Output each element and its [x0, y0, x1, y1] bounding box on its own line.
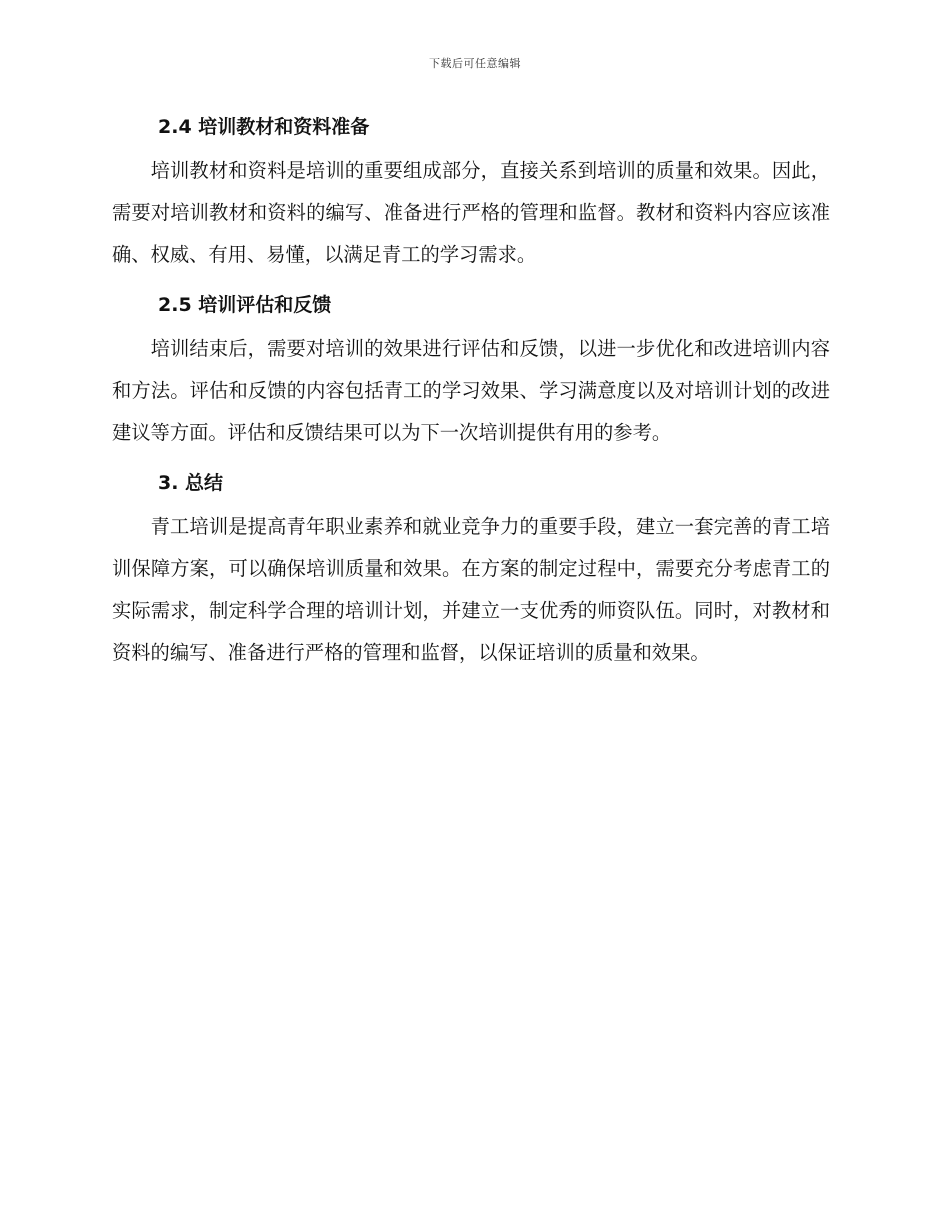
section-paragraph: 培训结束后，需要对培训的效果进行评估和反馈，以进一步优化和改进培训内容和方法。评估和反馈的内容包括青工的学习效果、学习满意度以及对培训计划的改进建议等方面。评估和反馈结果可以为下一次培训提供有用的参考。 — [112, 337, 830, 444]
section-paragraph: 培训教材和资料是培训的重要组成部分，直接关系到培训的质量和效果。因此，需要对培训教材和资料的编写、准备进行严格的管理和监督。教材和资料内容应该准确、权威、有用、易懂，以满足青工的学习需求。 — [112, 159, 830, 266]
section-heading: 3. 总结 — [158, 472, 224, 494]
section-summary — [112, 460, 830, 674]
page-header-note: 下载后可任意编辑 — [429, 57, 521, 70]
section-training-materials — [112, 104, 830, 276]
section-paragraph: 青工培训是提高青年职业素养和就业竞争力的重要手段，建立一套完善的青工培训保障方案，可以确保培训质量和效果。在方案的制定过程中，需要充分考虑青工的实际需求，制定科学合理的培训计划，并建立一支优秀的师资队伍。同时，对教材和资料的编写、准备进行严格的管理和监督，以保证培训的质量和效果。 — [112, 515, 830, 664]
section-heading: 2.5 培训评估和反馈 — [158, 294, 332, 316]
document-body — [112, 104, 830, 676]
section-heading: 2.4 培训教材和资料准备 — [158, 116, 370, 138]
section-training-evaluation — [112, 282, 830, 454]
